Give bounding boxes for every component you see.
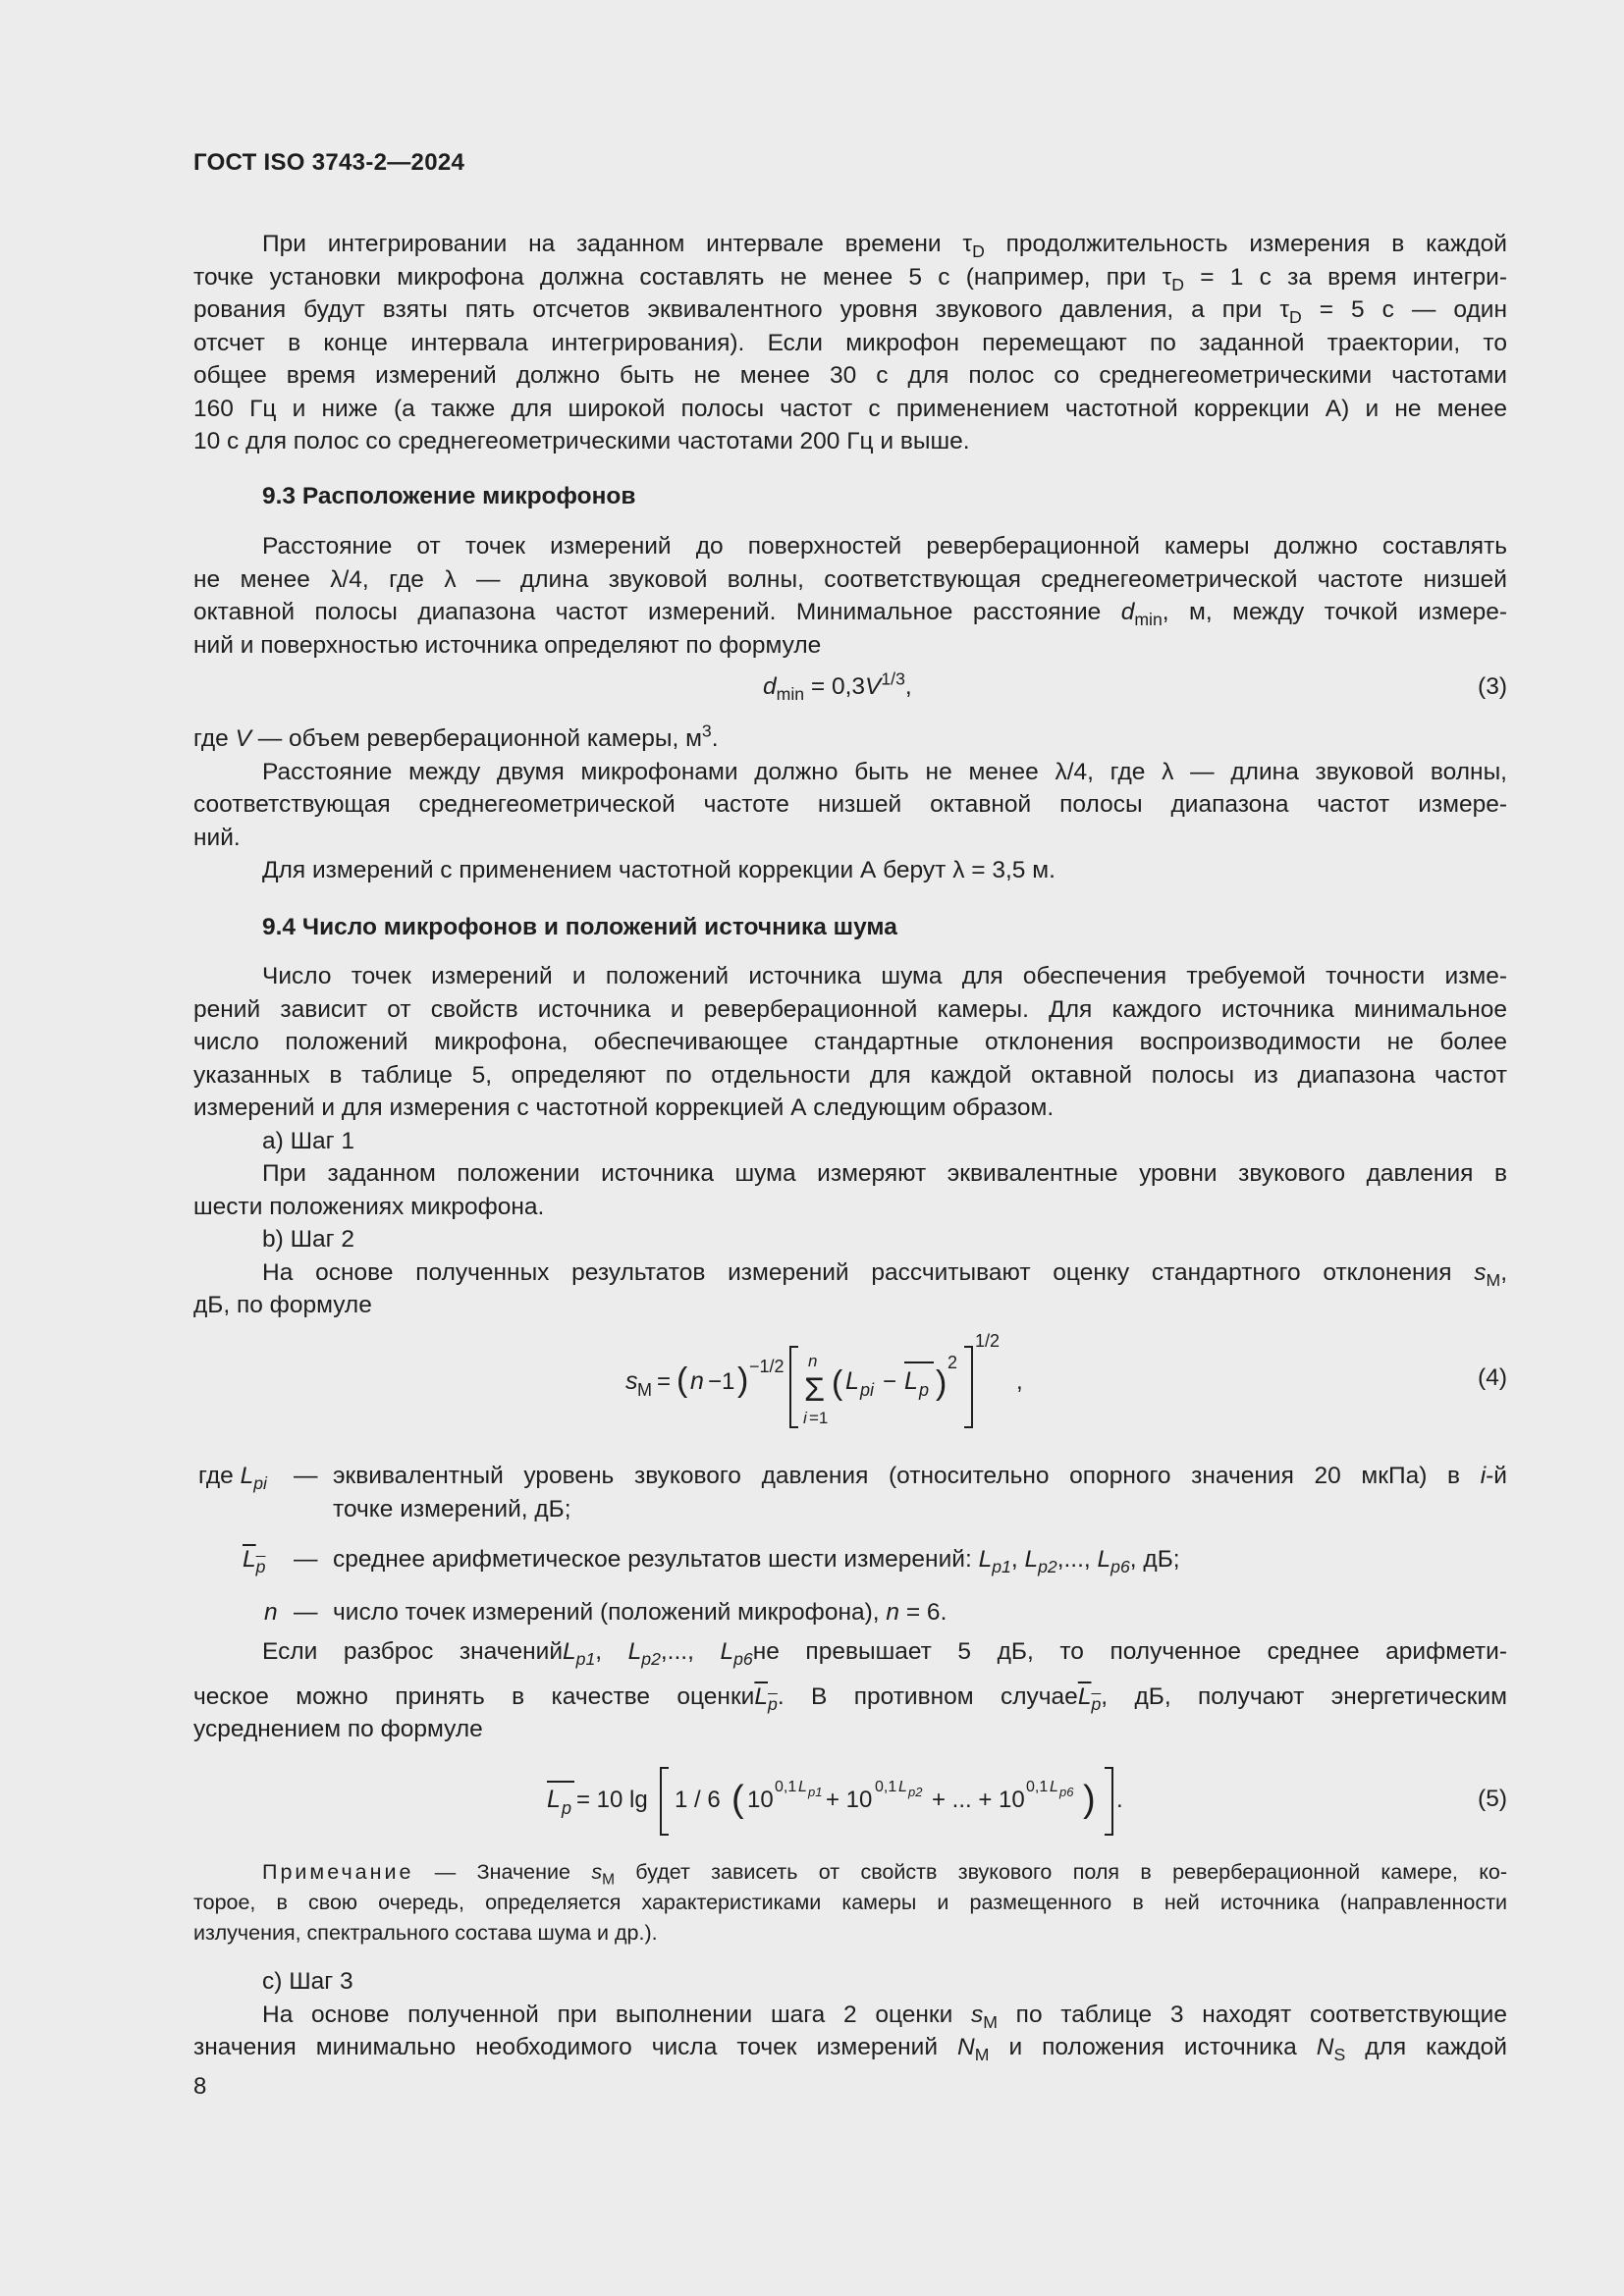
text-line: число положений микрофона, обеспечивающее стандартные отклонения воспроизводимости не более: [193, 1029, 1507, 1055]
text-line: октавной полосы диапазона частот измерений. Минимальное расстояние $d_{min}$, м, между точкой измере-: [193, 599, 1507, 630]
svg-text:.: .: [1116, 1787, 1123, 1813]
svg-text:−1: −1: [708, 1368, 735, 1395]
svg-text:p: p: [919, 1380, 930, 1400]
text-line: где V — объем реверберационной камеры, $м^3$.: [193, 721, 719, 752]
definition-lp-key: $\overline{L}_{\overline{p}}$: [243, 1546, 266, 1577]
document-page: [193, 0, 1507, 2296]
text-line: На основе полученной при выполнении шага 2 оценки $s_M$ по таблице 3 находят соответствующие: [262, 2001, 1507, 2032]
svg-text:2: 2: [947, 1353, 958, 1372]
definition-dash: —: [294, 1599, 318, 1626]
svg-text:=1: =1: [809, 1409, 829, 1427]
paragraph-microphone-count: [193, 960, 1507, 1322]
svg-text:1 / 6: 1 / 6: [675, 1787, 721, 1813]
text-line: ний и поверхностью источника определяют по формуле: [193, 631, 822, 659]
equation-5-formula: [547, 1762, 1136, 1841]
svg-text:p2: p2: [908, 1785, 923, 1799]
equation-4-formula: [625, 1325, 1038, 1433]
note-block: [193, 1857, 1507, 1949]
svg-text:L: L: [845, 1367, 859, 1395]
paragraph-where-v: [193, 722, 1507, 887]
svg-text:L: L: [547, 1786, 561, 1813]
svg-text:M: M: [637, 1380, 652, 1400]
text-line: не менее λ/4, где λ — длина звуковой волны, соответствующая среднегеометрической частоте низшей: [193, 565, 1507, 593]
svg-text:+ 10: + 10: [826, 1787, 873, 1813]
text-line: торое, в свою очередь, определяется характеристиками камеры и размещенного в ней источника (направленности: [193, 1891, 1507, 1914]
text-line: отсчет в конце интервала интегрирования). Если микрофон перемещают по заданной траектории, то: [193, 329, 1507, 356]
list-item-step-1: a) Шаг 1: [262, 1127, 355, 1154]
svg-text:−1/2: −1/2: [749, 1357, 785, 1376]
svg-text:): ): [936, 1364, 947, 1402]
document-header: ГОСТ ISO 3743-2—2024: [193, 149, 465, 176]
text-line: усреднением по формуле: [193, 1716, 483, 1742]
svg-text:=: =: [657, 1368, 672, 1395]
text-line: измерений и для измерения с частотной коррекцией А следующим образом.: [193, 1095, 1055, 1121]
text-line: При интегрировании на заданном интервале времени $\tau_D$ продолжительность измерения в каждой: [262, 231, 1507, 262]
page-number: 8: [193, 2073, 207, 2100]
text-line: излучения, спектрального состава шума и др.).: [193, 1921, 658, 1945]
svg-text:n: n: [808, 1352, 818, 1370]
svg-text:i: i: [803, 1409, 807, 1427]
text-line: общее время измерений должно быть не менее 30 с для полос со среднегеометрическими частотами: [193, 362, 1507, 389]
svg-text:(: (: [832, 1364, 843, 1402]
text-line: ний.: [193, 824, 241, 851]
note-label: Примечание: [262, 1860, 414, 1884]
equation-5: [193, 1762, 1507, 1841]
svg-text:+ ... + 10: + ... + 10: [932, 1787, 1025, 1813]
equation-3-body: $d_{min} = 0,3V^{1/3}$,: [763, 668, 912, 705]
definition-lp-text: среднее арифметическое результатов шести измерений: $L_{p1}$, $L_{p2}$,..., $L_{p6}$, дБ;: [333, 1546, 1180, 1577]
svg-text:0,1: 0,1: [775, 1779, 797, 1795]
text-line: 160 Гц и ниже (а также для широкой полосы частот с применением частотной коррекции А) и не менее: [193, 395, 1507, 422]
svg-text:L: L: [904, 1367, 918, 1395]
svg-text:L: L: [798, 1779, 807, 1795]
text-line: рования будут взяты пять отсчетов эквивалентного уровня звукового давления, а при $\tau_D = 5$ с — один: [193, 296, 1507, 328]
svg-text:L: L: [898, 1779, 907, 1795]
svg-text:p: p: [562, 1798, 572, 1818]
equation-4: [193, 1325, 1507, 1433]
text-line: Расстояние от точек измерений до поверхностей реверберационной камеры должно составлять: [262, 533, 1507, 560]
definition-lpi-text: эквивалентный уровень звукового давления (относительно опорного значения 20 мкПа) в i-й точке измерений, дБ;: [333, 1463, 1507, 1522]
definition-n-key: n: [264, 1599, 278, 1626]
list-item-step-3: c) Шаг 3: [262, 1968, 353, 1995]
svg-text:n: n: [690, 1367, 704, 1395]
svg-text:10: 10: [747, 1787, 774, 1813]
svg-text:1/2: 1/2: [975, 1331, 1001, 1351]
svg-text:p6: p6: [1059, 1785, 1074, 1799]
text-line: 10 с для полос со среднегеометрическими частотами 200 Гц и выше.: [193, 428, 970, 454]
paragraph-spread: [193, 1635, 1507, 1746]
svg-text:0,1: 0,1: [1026, 1779, 1049, 1795]
paragraph-microphone-distance: [193, 530, 1507, 662]
text-line: значения минимально необходимого числа точек измерений $N_M$ и положения источника $N_S$ для каждой: [193, 2034, 1507, 2065]
svg-text:pi: pi: [860, 1380, 875, 1400]
text-line: Для измерений с применением частотной коррекции А берут λ = 3,5 м.: [262, 857, 1056, 883]
paragraph-step-3: [193, 1965, 1507, 2064]
text-line: При заданном положении источника шума измеряют эквивалентные уровни звукового давления в: [262, 1160, 1507, 1187]
section-heading-9-3: 9.3 Расположение микрофонов: [262, 483, 636, 509]
definition-lpi-key: где $L_{pi}$: [198, 1463, 267, 1494]
text-line: ческое можно принять в качестве $оценки\overline{L}_{\overline{p}}$. В противном $случае\overline{L}_{\overline{p}}$, дБ, получают энергетическим: [193, 1682, 1507, 1714]
svg-text:): ): [1083, 1779, 1096, 1820]
definition-dash: —: [294, 1546, 318, 1573]
svg-text:0,1: 0,1: [875, 1779, 897, 1795]
equation-number: (3): [1478, 673, 1507, 700]
text-line: Примечание — Значение $s_M$ будет зависеть от свойств звукового поля в реверберационной камере, ко-: [262, 1860, 1507, 1889]
svg-text:,: ,: [1016, 1368, 1023, 1395]
svg-text:s: s: [625, 1367, 638, 1395]
text-line: Число точек измерений и положений источника шума для обеспечения требуемой точности изме-: [262, 963, 1507, 989]
paragraph-integration: [193, 228, 1507, 458]
equation-number: (4): [1478, 1364, 1507, 1391]
text-line: На основе полученных результатов измерений рассчитывают оценку стандартного отклонения $s_M$,: [262, 1258, 1507, 1290]
svg-text:−: −: [883, 1368, 897, 1395]
text-line: указанных в таблице 5, определяют по отдельности для каждой октавной полосы из диапазона частот: [193, 1061, 1507, 1089]
text-line: дБ, по формуле: [193, 1292, 372, 1318]
definition-dash: —: [294, 1463, 318, 1489]
text-line: шести положениях микрофона.: [193, 1193, 545, 1220]
svg-text:Σ: Σ: [804, 1371, 826, 1409]
list-item-step-2: b) Шаг 2: [262, 1226, 355, 1253]
svg-text:(: (: [731, 1779, 744, 1820]
definition-n-text: число точек измерений (положений микрофона), n = 6.: [333, 1599, 947, 1626]
svg-text:(: (: [677, 1362, 688, 1399]
text-line: Если разброс значенийL$_{p1}$, $L_{p2}$,..., $L_{p6}не$ превышает 5 дБ, то полученное среднее арифмети-: [262, 1638, 1507, 1670]
text-line: соответствующая среднегеометрической частоте низшей октавной полосы диапазона частот измере-: [193, 791, 1507, 818]
equation-number: (5): [1478, 1786, 1507, 1812]
svg-text:L: L: [1050, 1779, 1058, 1795]
text-line: рений зависит от свойств источника и реверберационной камеры. Для каждого источника минимальное: [193, 995, 1507, 1023]
svg-text:): ): [737, 1362, 749, 1399]
text-line: Расстояние между двумя микрофонами должно быть не менее λ/4, где λ — длина звуковой волны,: [262, 758, 1507, 785]
svg-text:p1: p1: [808, 1785, 823, 1799]
svg-text:= 10 lg: = 10 lg: [576, 1787, 648, 1813]
text-line: точке установки микрофона должна составлять не менее 5 с (например, при $\tau_D = 1$ с за время интегри-: [193, 263, 1507, 294]
section-heading-9-4: 9.4 Число микрофонов и положений источника шума: [262, 914, 897, 940]
